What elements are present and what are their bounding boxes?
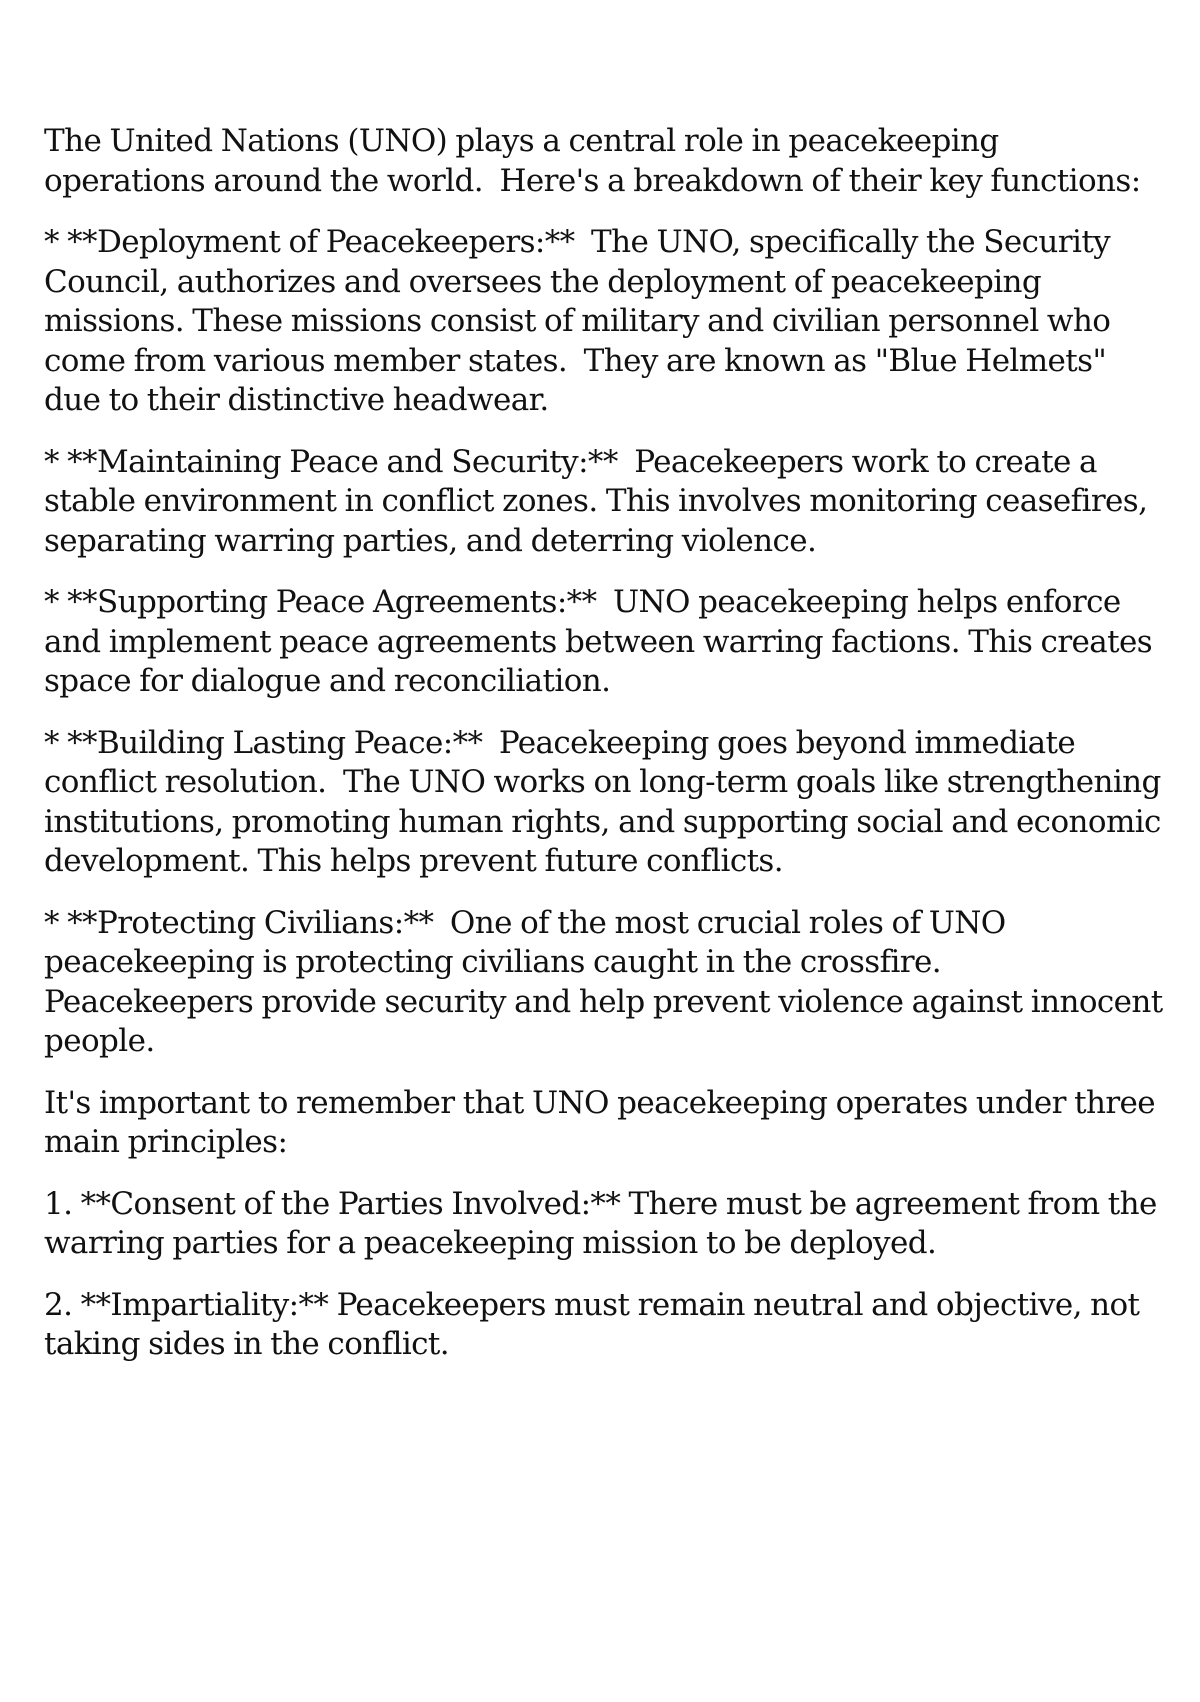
bullet-deployment-of-peacekeepers: * **Deployment of Peacekeepers:** The UNO, specifically the Security Council, authorizes and oversees the deployment of peacekeeping missions. These missions consist of military and civilian personnel who come from various member states. They are known as "Blue Helmets" due to their distinctive headwear. — [44, 224, 1119, 418]
principles-intro-paragraph: It's important to remember that UNO peacekeeping operates under three main principles: — [44, 1084, 1164, 1160]
bullet-maintaining-peace-and-security: * **Maintaining Peace and Security:** Peacekeepers work to create a stable environment in conflict zones. This involves monitoring ceasefires, separating warring parties, and deterring violence. — [44, 443, 1156, 559]
principle-impartiality: 2. **Impartiality:** Peacekeepers must remain neutral and objective, not taking sides in the conflict. — [44, 1286, 1148, 1362]
intro-paragraph: The United Nations (UNO) plays a central role in peacekeeping operations around the world. Here's a breakdown of their key functions: — [44, 123, 1141, 199]
principle-consent: 1. **Consent of the Parties Involved:** There must be agreement from the warring parties for a peacekeeping mission to be deployed. — [44, 1185, 1166, 1261]
bullet-supporting-peace-agreements: * **Supporting Peace Agreements:** UNO peacekeeping helps enforce and implement peace agreements between warring factions. This creates space for dialogue and reconciliation. — [44, 584, 1161, 699]
bullet-building-lasting-peace: * **Building Lasting Peace:** Peacekeeping goes beyond immediate conflict resolution. The UNO works on long-term goals like strengthening institutions, promoting human rights, and supporting social and economic development. This helps prevent future conflicts. — [44, 724, 1170, 879]
document-page — [44, 122, 1171, 1387]
bullet-protecting-civilians: * **Protecting Civilians:** One of the most crucial roles of UNO peacekeeping is protecting civilians caught in the crossfire. Peacekeepers provide security and help prevent violence against innocent people. — [44, 904, 1171, 1059]
